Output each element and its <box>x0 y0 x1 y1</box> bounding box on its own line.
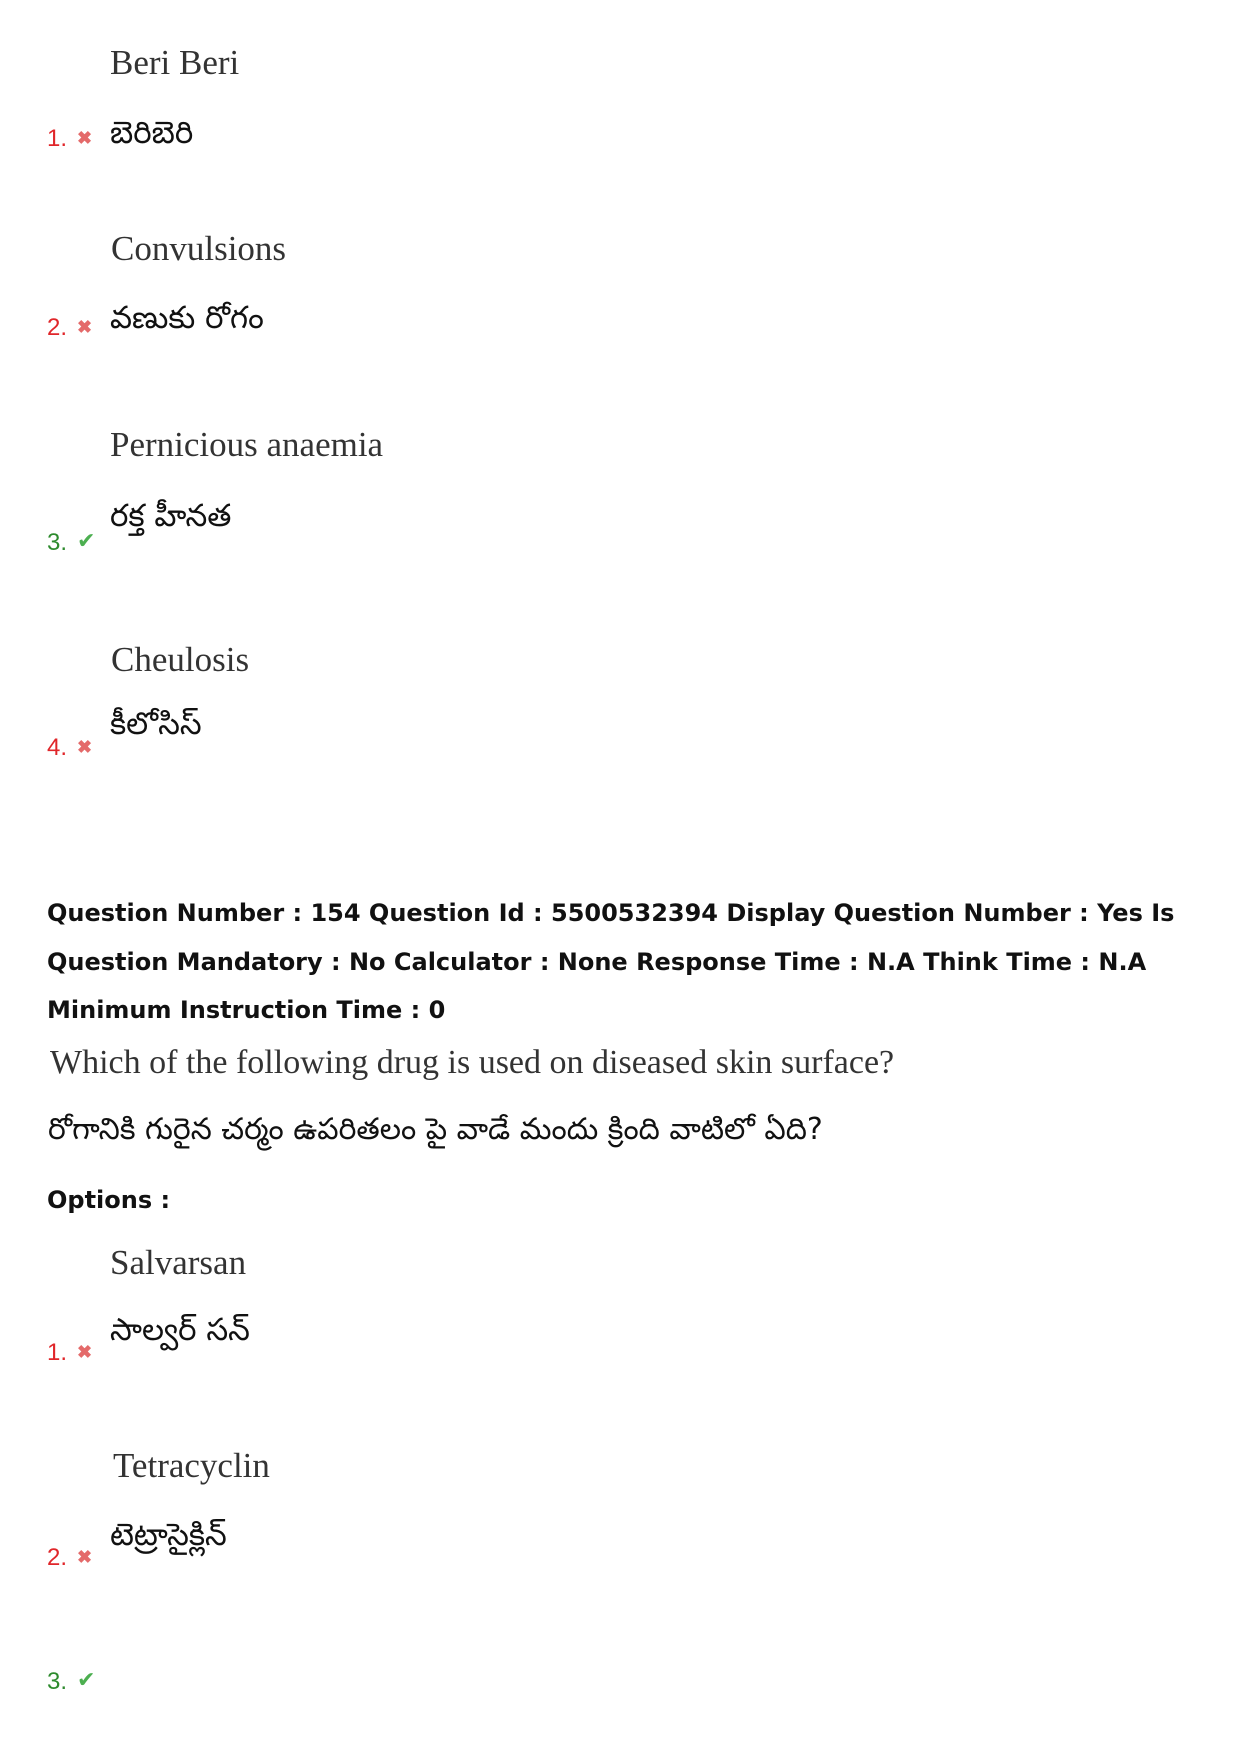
option-number: 2. <box>47 1544 68 1571</box>
option-english-text: Convulsions <box>111 229 287 268</box>
question-meta: Question Number : 154 Question Id : 5500532394 Display Question Number : Yes Is Question Mandatory : No Calculator : None Response Time : N.A Think Time : N.A Minimum Instruction Time : 0 <box>47 899 1175 1024</box>
cross-icon: ✖ <box>77 1547 93 1567</box>
option-number-row <box>47 1543 92 1572</box>
option-number: 1. <box>47 1339 68 1366</box>
option-english-text: Cheulosis <box>111 640 250 679</box>
option-telugu-text: వణుకు రోగం <box>110 300 264 336</box>
option-number-row <box>47 733 92 762</box>
option-number-row <box>47 124 92 153</box>
option-number-row <box>47 313 92 342</box>
option-english-text: Pernicious anaemia <box>110 425 384 464</box>
option-number-row <box>47 1338 92 1367</box>
cross-icon: ✖ <box>77 317 93 337</box>
cross-icon: ✖ <box>77 1342 93 1362</box>
question-text-english: Which of the following drug is used on diseased skin surface? <box>50 1044 895 1081</box>
option-number: 1. <box>47 125 68 152</box>
option-number-row <box>47 527 95 557</box>
cross-icon: ✖ <box>77 128 93 148</box>
option-english-text: Salvarsan <box>110 1243 247 1282</box>
option-telugu-text: టెట్రాసైక్లిన్ <box>110 1517 227 1553</box>
option-english-text: Beri Beri <box>110 43 240 82</box>
options-label: Options : <box>47 1186 171 1214</box>
option-english-text: Tetracyclin <box>113 1446 270 1485</box>
option-telugu-text: రక్త హీనత <box>110 498 232 534</box>
option-number: 3. <box>47 1668 68 1695</box>
option-number: 4. <box>47 734 68 761</box>
option-telugu-text: బెరిబెరి <box>110 115 194 151</box>
check-icon: ✔ <box>77 1667 96 1692</box>
question-text-telugu: రోగానికి గురైన చర్మం ఉపరితలం పై వాడే మందు క్రింది వాటిలో ఏది? <box>48 1112 823 1147</box>
option-telugu-text: కీలోసిస్ <box>110 706 202 742</box>
option-number-row <box>47 1666 95 1696</box>
option-number: 2. <box>47 314 68 341</box>
option-number: 3. <box>47 529 68 556</box>
cross-icon: ✖ <box>77 737 93 757</box>
option-telugu-text: సాల్వర్ సన్ <box>110 1312 250 1348</box>
check-icon: ✔ <box>77 528 96 553</box>
